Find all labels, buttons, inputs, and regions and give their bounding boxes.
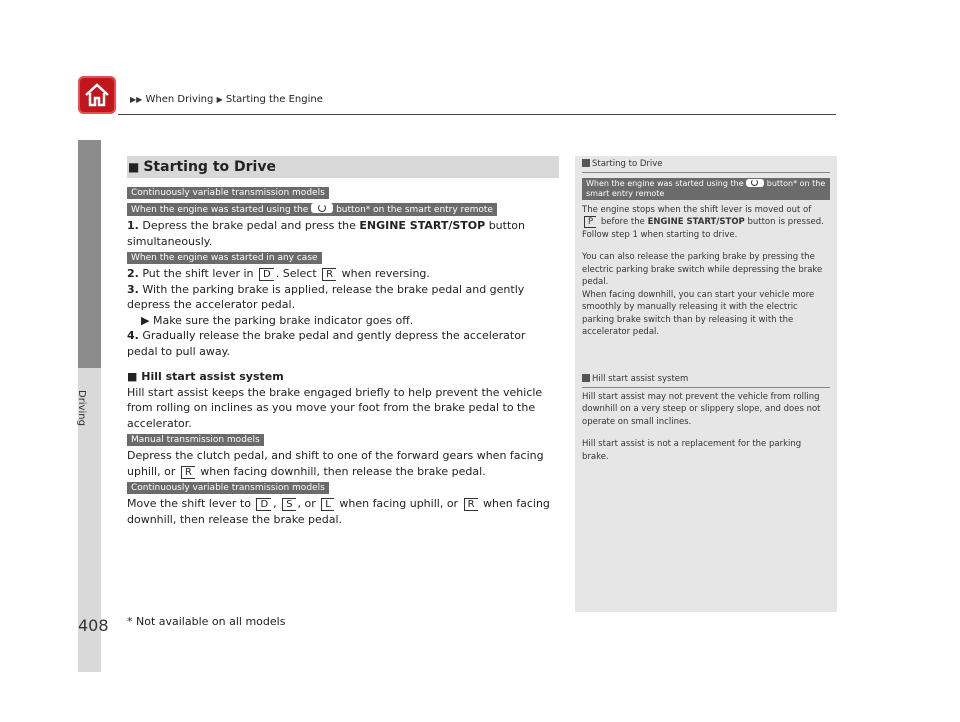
note-heading: Starting to Drive [582,158,830,173]
gear-key-l: L [321,498,334,511]
breadcrumb-item-when-driving[interactable]: When Driving [145,94,214,105]
square-bullet-icon: ■ [128,160,140,174]
hill-cvt-text: Move the shift lever to D , S , or L when facing uphill, or R when facing downhill, then release the brake pedal. [127,497,550,526]
note-paragraph: The engine stops when the shift lever is moved out of P before the ENGINE START/STOP button is pressed. Follow step 1 when starting to drive. [582,204,824,240]
gear-key-r: R [181,466,195,479]
note-heading: Hill start assist system [582,373,830,388]
remote-engine-start-icon [746,179,764,187]
main-content [127,156,559,527]
gear-key-p: P [584,216,596,228]
step-2: 2. Put the shift lever in D . Select R when reversing. [127,267,430,280]
note-paragraph: Hill start assist is not a replacement for the parking brake. [582,439,802,462]
note-icon [582,159,590,167]
gear-key-r: R [322,268,336,281]
note-paragraph: You can also release the parking brake by pressing the electric parking brake switch while depressing the brake pedal. [582,252,823,287]
note-starting-to-drive [582,158,830,339]
step-3: 3. With the parking brake is applied, release the brake pedal and gently depress the accelerator pedal. [127,282,525,311]
note-paragraph: Hill start assist may not prevent the vehicle from rolling downhill on a very steep or slippery slope, and does not operate on small inclines. [582,391,821,427]
tag-manual-models: Manual transmission models [127,434,264,446]
hill-start-title: ■ Hill start assist system [127,370,284,383]
gear-key-r: R [464,498,478,511]
tag-cvt-models: Continuously variable transmission models [127,482,329,494]
remote-engine-start-icon [311,203,333,213]
hill-start-text: Hill start assist keeps the brake engaged briefly to help prevent the vehicle from rolling on inclines as you move your foot from the brake pedal to the accelerator. [127,385,543,430]
note-icon [582,374,590,382]
breadcrumb-arrow-icon: ▶ [216,95,223,104]
tag-cvt-models: Continuously variable transmission models [127,187,329,199]
square-bullet-icon: ■ [127,370,138,383]
page-number: 408 [78,616,109,635]
gear-key-d: D [256,498,271,511]
breadcrumb-item-starting-engine[interactable]: Starting the Engine [225,94,323,105]
sidebar-tab-active [78,140,101,368]
step-1: 1. Depress the brake pedal and press the ENGINE START/STOP button simultaneously. [127,219,525,248]
gear-key-s: S [282,498,295,511]
tag-remote-start: When the engine was started using the button* on the smart entry remote [127,203,497,216]
breadcrumb [130,94,323,105]
breadcrumb-arrow-icon: ▶▶ [130,95,143,104]
hill-manual-text: Depress the clutch pedal, and shift to one of the forward gears when facing uphill, or R when facing downhill, then release the brake pedal. [127,449,544,478]
home-icon[interactable] [78,76,116,114]
tag-any-case: When the engine was started in any case [127,252,322,264]
section-title: ■ Starting to Drive [127,156,559,178]
step-4: 4. Gradually release the brake pedal and gently depress the accelerator pedal to pull away. [127,329,526,358]
note-hill-start [582,373,830,463]
footnote: * Not available on all models [127,615,286,628]
header-divider [118,114,836,115]
note-paragraph: When facing downhill, you can start your vehicle more smoothly by manually releasing it with the electric parking brake switch than by releasing it with the accelerator pedal. [582,289,815,337]
arrow-icon: ▶ [141,313,150,327]
note-tag-remote-start: When the engine was started using the button* on the smart entry remote [582,178,830,200]
step-3-sub: ▶ Make sure the parking brake indicator goes off. [141,313,414,327]
gear-key-d: D [259,268,274,281]
sidebar-label: Driving [76,390,87,426]
